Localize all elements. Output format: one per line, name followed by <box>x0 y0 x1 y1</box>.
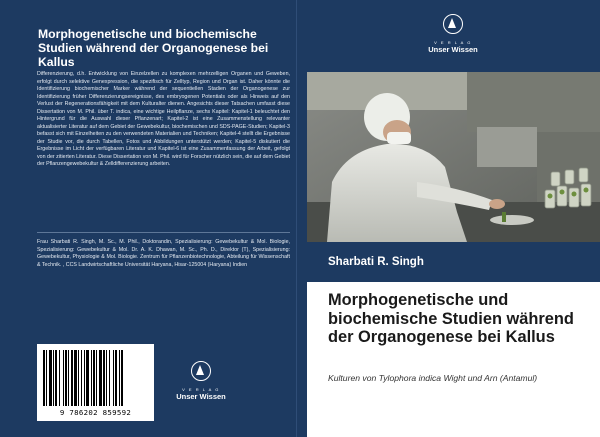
front-cover <box>307 0 600 437</box>
barcode-icon <box>43 350 148 406</box>
front-publisher-logo <box>423 14 483 54</box>
publisher-logo-icon <box>191 361 211 381</box>
isbn-number: 9 786202 859592 <box>59 408 132 417</box>
barcode-bar <box>123 350 124 406</box>
publisher-verlag-label: V E R L A G <box>434 40 472 45</box>
author-band <box>307 242 600 282</box>
back-cover <box>0 0 296 437</box>
front-header-band <box>307 0 600 72</box>
barcode <box>37 344 154 421</box>
lab-photo-illustration <box>307 72 600 242</box>
publisher-logo-icon <box>443 14 463 34</box>
back-publisher-logo <box>176 361 226 401</box>
back-cover-blurb: Differenzierung, d.h. Entwicklung von Einzelzellen zu komplexen mehrzelligen Organen und Geweben, erfolgt durch selektive Genexpression, die spezifisch für Zelltyp, Region und Organ ist. Daher könnte die Identifizierung biochemischer Marker während der sequentiellen Stadien der Organogenese zur Identifizierung früher Differenzierungsereignisse, des embryogenen Potentials oder als Hinweis auf den Verlust der Regenerationsfähigkeit mit dem Kulturalter dienen. Angesichts dieser Tatsachen umfasst diese Dissertation von M. Phil. über T. indica, eine wichtige Heilpflanze, sechs Kapitel: Kapitel-1 beleuchtet den Hintergrund für die Auswahl dieser Pflanzenart; Kapitel-2 ist eine Zusammenstellung relevanter aktualisierter Literatur auf dem Gebiet der Gewebekultur, biochemischen und SDS-PAGE-Studien; Kapitel-3 befasst sich mit Einzelheiten zu den verwendeten Materialien und Techniken; Kapitel-4 stellt die Ergebnisse der Studie vor, die durch Tabellen, Fotos und Abbildungen unterstützt werden; Kapitel-5 diskutiert die Ergebnisse im Licht der verfügbaren Literatur und Kapitel-6 ist eine Zusammenfassung der Arbeit, gefolgt von der zitierten Literatur. Diese Dissertation von M. Phil. wird für Forscher nützlich sein, die auf dem Gebiet der Pflanzengewebekultur & Zelldifferenzierung arbeiten. <box>37 71 290 167</box>
author-name: Sharbati R. Singh <box>328 256 424 268</box>
publisher-name: Unser Wissen <box>176 392 226 401</box>
front-cover-title: Morphogenetische und biochemische Studien während der Organogenese bei Kallus <box>328 291 574 346</box>
front-cover-subtitle: Kulturen von Tylophora indica Wight und Arn (Antamul) <box>328 373 538 383</box>
spine <box>296 0 307 437</box>
author-bio: Frau Sharbati R. Singh, M. Sc., M. Phil., Doktorandin, Spezialisierung: Gewebekultur & Mol. Biologie, Spezialisierung: Gewebekultur & Mol. Dr. A. K. Dhawan, M. Sc., Ph. D., Direktor (T), Spezialisierung: Gewebekultur, Physiologie & Mol. Biologie. Zentrum für Pflanzenbiotechnologie, Abteilung für Wissenschaft & Technik. , CCS Landwirtschaftliche Universität Haryana, Hisar-125004 (Haryana) Indien <box>37 239 290 268</box>
publisher-name: Unser Wissen <box>428 45 478 54</box>
cover-photo <box>307 72 600 242</box>
divider <box>37 232 290 233</box>
back-cover-title: Morphogenetische und biochemische Studien während der Organogenese bei Kallus <box>38 27 269 69</box>
publisher-verlag-label: V E R L A G <box>182 387 220 392</box>
